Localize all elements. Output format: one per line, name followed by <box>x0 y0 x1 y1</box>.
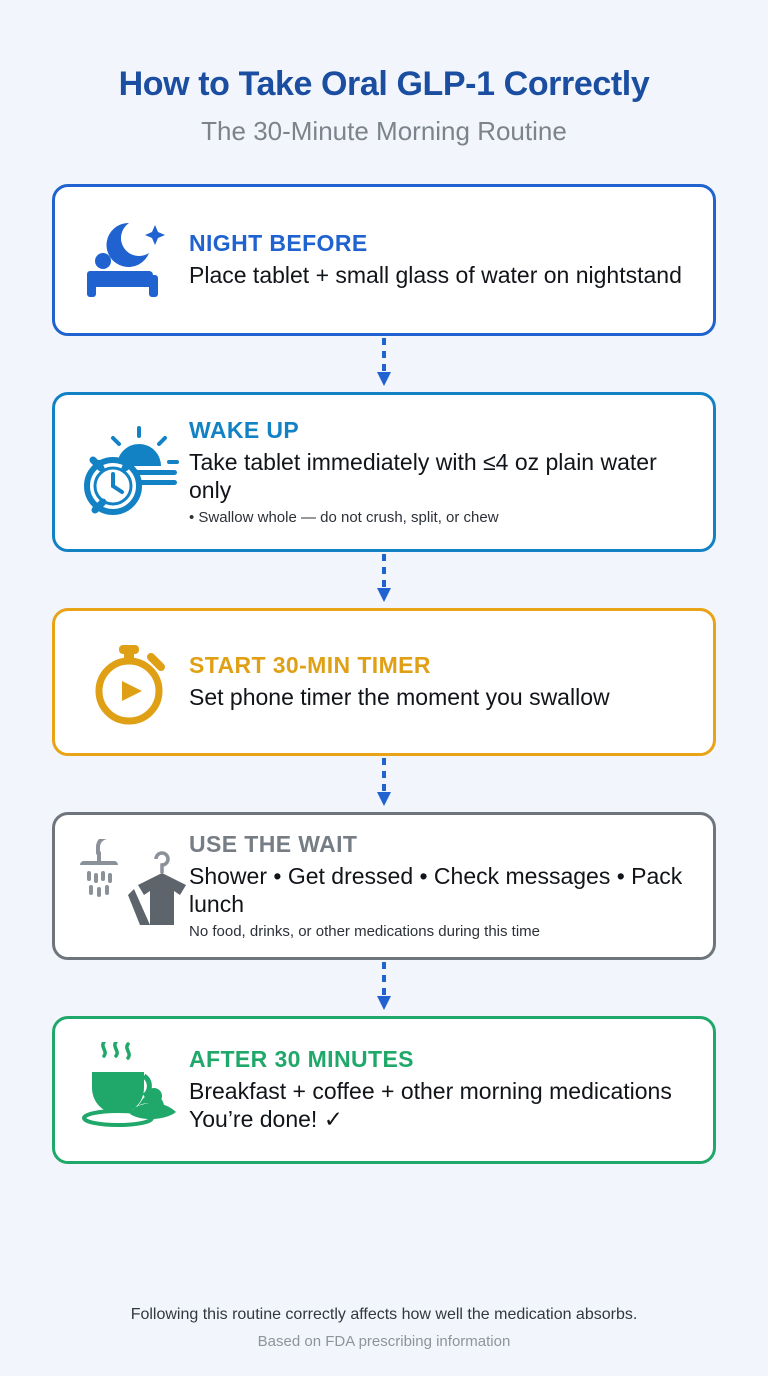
step-note: • Swallow whole — do not crush, split, or chew <box>189 509 691 527</box>
moon-bed-icon <box>69 217 189 303</box>
footer <box>0 1306 768 1350</box>
step-kicker: USE THE WAIT <box>189 830 358 857</box>
connector-arrow-3 <box>52 756 716 812</box>
footer-sub-text: Based on FDA prescribing information <box>257 1333 511 1350</box>
connector-arrow-1 <box>52 336 716 392</box>
page-title: How to Take Oral GLP-1 Correctly <box>118 65 650 103</box>
step-card-after-30-minutes <box>52 1016 716 1164</box>
step-card-wake-up <box>52 392 716 552</box>
step-kicker: AFTER 30 MINUTES <box>189 1046 414 1073</box>
step-card-use-the-wait <box>52 812 716 960</box>
step-body <box>189 652 695 711</box>
alarm-clock-sunrise-icon <box>69 426 189 518</box>
step-lede: Place tablet + small glass of water on nightstand <box>189 262 682 289</box>
step-body <box>189 417 695 527</box>
step-card-start-timer <box>52 608 716 756</box>
step-lede: Set phone timer the moment you swallow <box>189 684 610 711</box>
connector-arrow-4 <box>52 960 716 1016</box>
footer-main-text: Following this routine correctly affects how well the medication absorbs. <box>130 1306 638 1323</box>
steps-flow <box>52 184 716 1164</box>
connector-arrow-2 <box>52 552 716 608</box>
step-kicker: START 30-MIN TIMER <box>189 652 431 679</box>
step-kicker: NIGHT BEFORE <box>189 230 368 257</box>
shower-clothes-icon <box>69 839 189 933</box>
coffee-breakfast-icon <box>69 1042 189 1138</box>
step-kicker: WAKE UP <box>189 416 300 443</box>
step-body <box>189 230 695 289</box>
step-body <box>189 831 695 941</box>
step-note: No food, drinks, or other medications during this time <box>189 923 540 941</box>
page-subtitle: The 30-Minute Morning Routine <box>201 116 567 147</box>
stopwatch-icon <box>69 635 189 729</box>
step-card-night-before <box>52 184 716 336</box>
step-lede: Take tablet immediately with ≤4 oz plain water only <box>189 448 657 503</box>
step-body <box>189 1046 695 1133</box>
step-lede: Breakfast + coffee + other morning medications You’re done! ✓ <box>189 1078 672 1133</box>
step-lede: Shower • Get dressed • Check messages • Pack lunch <box>189 862 683 917</box>
